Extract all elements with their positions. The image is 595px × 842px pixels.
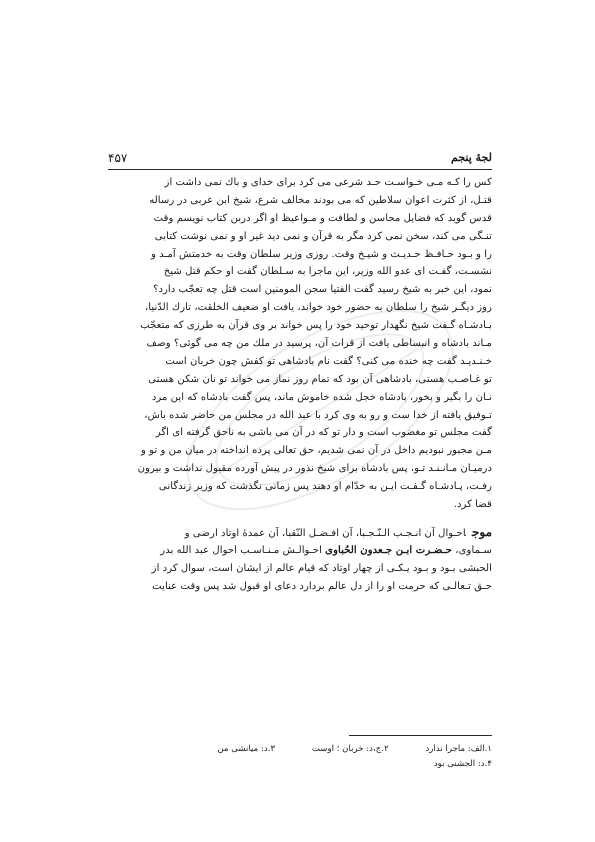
running-header — [108, 150, 492, 166]
body-text — [108, 174, 492, 595]
text-run: سـماوی، — [455, 544, 492, 556]
footnote-row — [108, 742, 492, 757]
person-name: حـضـرت ابـن جـعدون الحُباوی — [325, 543, 453, 556]
footnote-divider — [349, 735, 492, 736]
footnote-1: ۱.الف: ماجرا ندارد — [425, 744, 492, 754]
text-line: مـاند بادشاه و انبساطی یافت از قرات آن، پرسید در ملك من چه می گوئی؟ وصف — [146, 338, 492, 350]
text-line: بـادشـاه گـفت شیخ نگهدار توحید خود را پس خواند بر وی قرآن به طرزی که متعجّب — [140, 320, 492, 332]
paragraph-1 — [108, 174, 492, 514]
text-line: تنـگی می کند، سخن نمی کرد مگر به قرآن و نمی دید غیر او و نمی نوشت کتابی — [154, 230, 492, 242]
text-line: نـان را بگیر و بخور، بادشاه خجل شده خاموش ماند، پس گفت بادشاه که این مرد — [151, 391, 492, 403]
footnote-row — [108, 757, 492, 772]
footnote-3: ۳.د: میانشی من — [217, 744, 276, 754]
text-line: نمود، این خبر به شیخ رسید گفت الفتیا سجن المومنین است قتل چه تعجّب دارد؟ — [153, 284, 492, 296]
text-line: رفـت، پـادشـاه گـفـت ایـن به خدّام او دهند پس زمانی نگذشت که وزیر زندگانی — [158, 481, 492, 493]
text-line: قدس گوید که فضایل محاسن و لطافت و مـواعیظ او اگر دربن کتاب نویسم وقت — [153, 212, 492, 224]
text-run: احـوالـش مـنـاسـب احوال عبد الله بدر — [160, 544, 322, 556]
text-line: گفت مجلس تو مغضوب است و دار تو که در آن می باشی به ناحق گرفته ای اگر — [155, 427, 492, 439]
section-heading: موج — [471, 524, 492, 539]
text-line: کس را کـه مـی خـواسـت حـد شرعی می کرد برای خدای و باك نمی داشت از — [164, 177, 492, 188]
text-line: قتـل، از کثرت اعوان سلاطین که می بودند مخالف شرع، شیخ ابن عربی در رساله — [149, 194, 492, 206]
text-line: را و بـود حـافـظ حـدیـث و شیـخ وقت. روزی وزیر سلطان وقت به خدمتش آمـد و — [150, 248, 492, 260]
text-line: حـق تـعالـی که حرمت او را از دل عالم بردارد دعای او قبول شد پس وقت عنایت — [152, 580, 492, 592]
text-line: نشسـت، گفـت ای عدو الله وزیر، این ماجرا به سـلطان گفت او حکم قتل شیخ — [163, 266, 492, 278]
text-line: تـوفیق یافته از خدا ست و رو به وی کرد با عبد الله در مجلس من حاضر شده باش، — [144, 409, 492, 421]
footnotes — [108, 742, 492, 772]
text-line: خـنـدیـد گفت چه خنده می کنی؟ گفت نام بادشاهی تو کفش چون خربان است — [165, 355, 492, 367]
page-number: ۴۵۷ — [108, 151, 128, 165]
text-line: درمیـان مـانـنـد تـو، پس بادشاه برای شیخ نذور در پیش آورده مقبول نداشت و بیرون — [137, 463, 492, 475]
text-line: روز دیگـر شیخ را سلطان به حضور خود خواند، یافت او ضعیف الخلقت، تارك الدّنیا، — [145, 302, 492, 314]
text-line: مـن مجبور نبودیم داخل در آن نمی شدیم، حق تعالی پرده انداخته در میان من و تو و — [141, 445, 492, 457]
footnote-2: ۲.ج،د: خربان ؛ اوست — [311, 744, 389, 754]
footnote-4: ۴.د: الجشنی بود — [433, 759, 492, 769]
header-divider — [108, 169, 492, 170]
text-run: احـوال آن انـجـب الـنّـجـبا، آن افـضـل النّقبا، آن عمدۀ اوتاد ارضی و — [184, 527, 466, 539]
text-line — [108, 524, 492, 542]
paragraph-2 — [108, 524, 492, 596]
chapter-title: لجۀ پنجم — [451, 151, 492, 164]
text-line: الحبشی بـود و بـود یـکـی از چهار اوتاد که قیام عالم از ایشان است، سوال کرد از — [151, 562, 492, 574]
text-line: تو غـاصـب هستی، بادشاهی آن بود که تمام روز نماز می خواند تو نان شکن هستی — [148, 373, 492, 385]
text-line: قضا کرد. — [453, 499, 492, 511]
text-line — [108, 542, 492, 560]
